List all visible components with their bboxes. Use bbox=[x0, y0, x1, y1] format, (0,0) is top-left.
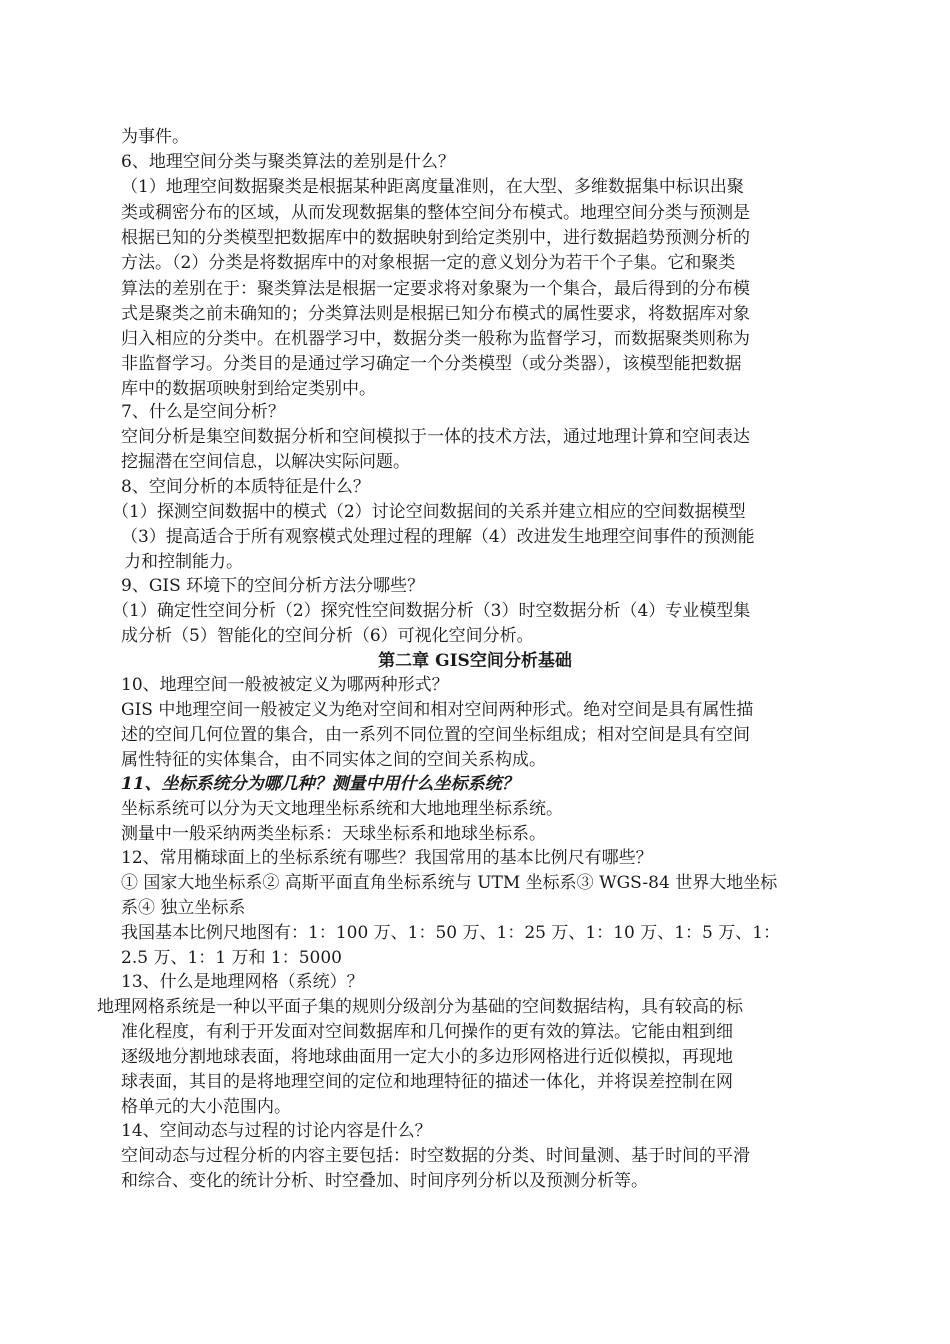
text-line: ① 国家大地坐标系② 高斯平面直角坐标系统与 UTM 坐标系③ WGS-84 世界大地坐标 bbox=[121, 873, 778, 893]
question-line: 14、空间动态与过程的讨论内容是什么？ bbox=[121, 1121, 432, 1141]
text-line: （1）确定性空间分析（2）探究性空间数据分析（3）时空数据分析（4）专业模型集 bbox=[112, 601, 751, 621]
text-line: 格单元的大小范围内。 bbox=[121, 1097, 291, 1117]
text-line: 地理网格系统是一种以平面子集的规则分级剖分为基础的空间数据结构，具有较高的标 bbox=[97, 997, 743, 1017]
text-line: 库中的数据项映射到给定类别中。 bbox=[121, 379, 376, 399]
text-line: 测量中一般采纳两类坐标系：天球坐标系和地球坐标系。 bbox=[121, 824, 546, 844]
question-line: 13、什么是地理网格（系统）？ bbox=[121, 972, 364, 992]
question-line: 7、什么是空间分析？ bbox=[121, 402, 285, 422]
question-line: 9、GIS 环境下的空间分析方法分哪些？ bbox=[121, 576, 425, 596]
text-line: 非监督学习。分类目的是通过学习确定一个分类模型（或分类器），该模型能把数据 bbox=[121, 354, 742, 374]
text-line: （3）提高适合于所有观察模式处理过程的理解（4）改进发生地理空间事件的预测能 bbox=[121, 527, 755, 547]
text-line: 空间动态与过程分析的内容主要包括：时空数据的分类、时间量测、基于时间的平滑 bbox=[121, 1146, 750, 1166]
text-line: 类或稠密分布的区域，从而发现数据集的整体空间分布模式。地理空间分类与预测是 bbox=[121, 203, 750, 223]
text-line: 准化程度，有利于开发面对空间数据库和几何操作的更有效的算法。它能由粗到细 bbox=[121, 1022, 733, 1042]
text-line: GIS 中地理空间一般被定义为绝对空间和相对空间两种形式。绝对空间是具有属性描 bbox=[121, 700, 754, 720]
question-line: 12、常用椭球面上的坐标系统有哪些？我国常用的基本比例尺有哪些？ bbox=[121, 848, 653, 868]
text-line: 球表面，其目的是将地理空间的定位和地理特征的描述一体化，并将误差控制在网 bbox=[121, 1072, 733, 1092]
text-line: 述的空间几何位置的集合，由一系列不同位置的空间坐标组成；相对空间是具有空间 bbox=[121, 725, 750, 745]
text-line: 和综合、变化的统计分析、时空叠加、时间序列分析以及预测分析等。 bbox=[121, 1171, 648, 1191]
question-line: 6、地理空间分类与聚类算法的差别是什么？ bbox=[121, 152, 455, 172]
text-line: 我国基本比例尺地图有：1：100 万、1：50 万、1：25 万、1：10 万、1：5 万、1： bbox=[121, 923, 781, 943]
text-line: 2.5 万、1：1 万和 1：5000 bbox=[121, 948, 342, 968]
question-line: 8、空间分析的本质特征是什么？ bbox=[121, 477, 370, 497]
text-line: 挖掘潜在空间信息，以解决实际问题。 bbox=[121, 452, 410, 472]
text-line: 力和控制能力。 bbox=[124, 552, 243, 572]
text-line: 为事件。 bbox=[121, 127, 189, 147]
text-line: 坐标系统可以分为天文地理坐标系统和大地地理坐标系统。 bbox=[121, 799, 563, 819]
text-line: （1）探测空间数据中的模式（2）讨论空间数据间的关系并建立相应的空间数据模型 bbox=[112, 502, 746, 522]
text-line: 式是聚类之前未确知的；分类算法则是根据已知分布模式的属性要求，将数据库对象 bbox=[121, 304, 750, 324]
chapter-heading: 第二章 GIS空间分析基础 bbox=[378, 651, 572, 671]
text-line: 算法的差别在于：聚类算法是根据一定要求将对象聚为一个集合，最后得到的分布模 bbox=[121, 279, 750, 299]
text-line: 成分析（5）智能化的空间分析（6）可视化空间分析。 bbox=[121, 626, 534, 646]
text-line: （1）地理空间数据聚类是根据某种距离度量准则，在大型、多维数据集中标识出聚 bbox=[121, 177, 744, 197]
text-line: 逐级地分割地球表面，将地球曲面用一定大小的多边形网格进行近似模拟，再现地 bbox=[121, 1047, 733, 1067]
text-line: 方法。（2）分类是将数据库中的对象根据一定的意义划分为若干个子集。它和聚类 bbox=[121, 253, 736, 273]
text-line: 归入相应的分类中。在机器学习中，数据分类一般称为监督学习，而数据聚类则称为 bbox=[121, 329, 750, 349]
text-line: 根据已知的分类模型把数据库中的数据映射到给定类别中，进行数据趋势预测分析的 bbox=[121, 228, 750, 248]
question-line: 10、地理空间一般被被定义为哪两种形式？ bbox=[121, 675, 449, 695]
text-line: 系④ 独立坐标系 bbox=[121, 898, 246, 918]
text-line: 空间分析是集空间数据分析和空间模拟于一体的技术方法，通过地理计算和空间表达 bbox=[121, 427, 750, 447]
question-line-emphasized: 11、坐标系统分为哪几种？测量中用什么坐标系统？ bbox=[121, 774, 519, 794]
text-line: 属性特征的实体集合，由不同实体之间的空间关系构成。 bbox=[121, 750, 546, 770]
